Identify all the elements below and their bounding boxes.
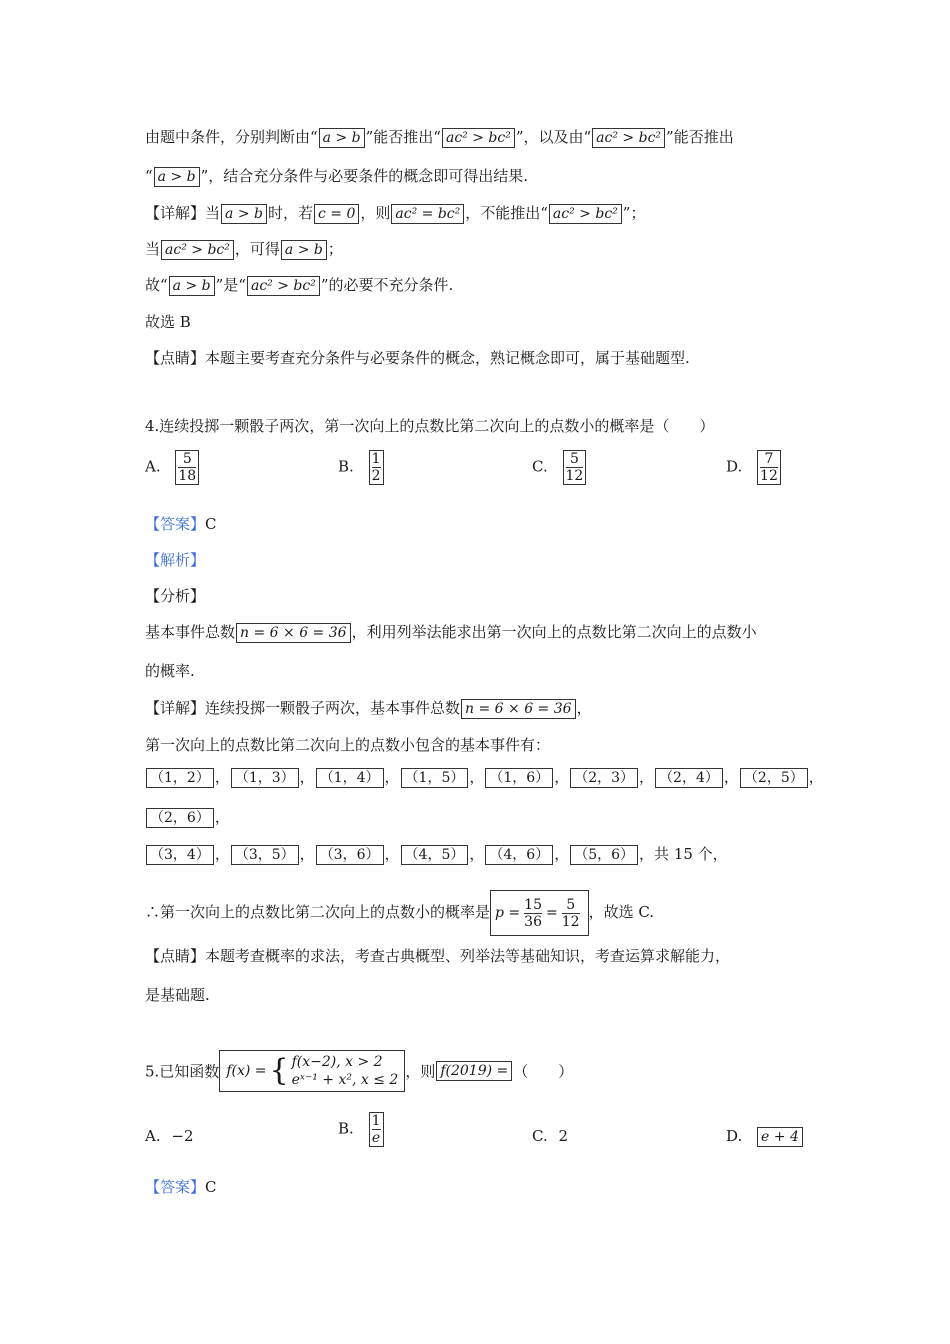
text: ”的必要不充分条件. — [320, 276, 454, 294]
pair: （2，4） — [655, 768, 723, 788]
text: 基本事件总数 — [145, 623, 236, 641]
pair: （4，6） — [485, 845, 553, 865]
fraction — [757, 450, 781, 485]
text: ”； — [622, 204, 646, 222]
s3-line-1 — [145, 126, 734, 148]
s3-dianjing: 【点睛】本题主要考查充分条件与必要条件的概念，熟记概念即可，属于基础题型. — [145, 349, 690, 367]
q4-stem: 4.连续投掷一颗骰子两次，第一次向上的点数比第二次向上的点数小的概率是（ ） — [145, 417, 715, 435]
text: 【详解】当 — [145, 204, 221, 222]
option-value: e + 4 — [757, 1127, 803, 1147]
text: （ ） — [513, 1062, 574, 1081]
text: ”，以及由“ — [515, 128, 592, 146]
q4-pairs-row-3 — [145, 843, 728, 865]
math: ac² > bc² — [247, 276, 320, 296]
numerator: 5 — [182, 451, 192, 467]
q5-stem — [145, 1050, 573, 1092]
fraction — [563, 450, 587, 485]
q4-option-c — [532, 450, 586, 485]
q4-fenxi-line-1 — [145, 621, 757, 643]
pair: （2，5） — [740, 768, 808, 788]
q5-option-d — [726, 1127, 804, 1147]
pair: （3，6） — [316, 845, 384, 865]
fraction — [369, 1112, 384, 1147]
q4-fenxi-line-2: 的概率. — [145, 662, 195, 680]
comma: ， — [384, 845, 400, 863]
pair: （4，5） — [401, 845, 469, 865]
comma: ， — [299, 845, 315, 863]
pair: （1，6） — [485, 768, 553, 788]
pair: （3，4） — [146, 845, 214, 865]
comma: ， — [554, 845, 570, 863]
comma: ， — [723, 768, 739, 786]
cases — [292, 1053, 399, 1089]
option-label: A. — [145, 457, 161, 476]
answer-value: C — [205, 1178, 217, 1196]
option-label: C. — [532, 457, 548, 476]
fx-lhs: f(x) = — [226, 1063, 267, 1079]
option-label: B. — [338, 457, 354, 476]
text: 当 — [145, 240, 161, 258]
pair: （3，5） — [231, 845, 299, 865]
math: n = 6 × 6 = 36 — [236, 623, 351, 643]
math: a > b — [221, 204, 267, 224]
text: 时，若 — [267, 204, 313, 222]
comma: ， — [808, 768, 824, 786]
answer-value: C — [205, 515, 217, 533]
text: ，则 — [405, 1062, 436, 1081]
equals: = — [546, 905, 558, 921]
text: ，不能推出“ — [465, 204, 548, 222]
comma: ， — [214, 768, 230, 786]
comma: ， — [384, 768, 400, 786]
math: ac² > bc² — [161, 240, 234, 260]
denominator: 2 — [371, 468, 381, 484]
math: c = 0 — [314, 204, 359, 224]
comma: ， — [469, 768, 485, 786]
q5-option-b — [338, 1112, 384, 1147]
q4-fenxi-tag: 【分析】 — [145, 587, 206, 605]
comma: ， — [469, 845, 485, 863]
denominator: 12 — [565, 468, 584, 484]
math-a-gt-b: a > b — [319, 128, 365, 148]
q4-pairs-row-2 — [145, 806, 230, 828]
denominator: 12 — [760, 468, 778, 484]
pair: （2，3） — [570, 768, 638, 788]
q4-option-d — [726, 450, 781, 485]
math-f2019: f(2019) = — [436, 1061, 512, 1081]
numerator: 1 — [371, 451, 381, 467]
text: ，故选 C. — [588, 903, 655, 921]
math-a-gt-b: a > b — [154, 167, 200, 187]
comma: ， — [554, 768, 570, 786]
text: ，可得 — [234, 240, 280, 258]
option-label: A. — [145, 1127, 161, 1145]
q4-analysis-tag: 【解析】 — [145, 551, 206, 569]
denominator: 18 — [178, 468, 197, 484]
text: 故“ — [145, 276, 168, 294]
pair: （2，6） — [146, 808, 214, 828]
math-ineq: ac² > bc² — [592, 128, 665, 148]
text: ”能否推出“ — [365, 128, 441, 146]
text: ； — [327, 240, 343, 258]
text: ，共 15 个， — [639, 845, 728, 863]
q5-option-a — [145, 1127, 194, 1145]
pair: （1，5） — [401, 768, 469, 788]
text: 由题中条件，分别判断由“ — [145, 128, 318, 146]
option-value: −2 — [171, 1127, 194, 1145]
text: ∴第一次向上的点数比第二次向上的点数小的概率是 — [145, 903, 491, 921]
pair: （1，4） — [316, 768, 384, 788]
text: 【详解】连续投掷一颗骰子两次，基本事件总数 — [145, 699, 461, 717]
text: 5.已知函数 — [145, 1062, 220, 1081]
denominator: e — [371, 1130, 381, 1146]
denominator: 12 — [561, 913, 580, 930]
option-value: 2 — [558, 1127, 569, 1145]
piecewise-function — [219, 1050, 405, 1092]
math-ineq: ac² > bc² — [442, 128, 515, 148]
comma: ， — [299, 768, 315, 786]
q5-answer — [145, 1176, 217, 1198]
pair: （5，6） — [570, 845, 638, 865]
text: ”能否推出 — [666, 128, 734, 146]
comma: ， — [214, 808, 230, 826]
comma: ， — [639, 768, 655, 786]
probability-formula — [490, 890, 589, 936]
option-label: D. — [726, 457, 743, 476]
q4-xiangjie-line-2: 第一次向上的点数比第二次向上的点数小包含的基本事件有： — [145, 736, 551, 754]
case-2: eˣ⁻¹ + x², x ≤ 2 — [291, 1072, 399, 1088]
q4-answer — [145, 513, 217, 535]
math: a > b — [281, 240, 327, 260]
pair: （1，3） — [231, 768, 299, 788]
option-label: B. — [338, 1119, 354, 1138]
q4-probability-line — [145, 890, 654, 936]
q5-option-c — [532, 1127, 568, 1145]
numerator: 5 — [569, 451, 579, 467]
case-1: f(x−2), x > 2 — [291, 1054, 383, 1070]
q4-option-b — [338, 450, 384, 485]
numerator: 7 — [764, 451, 774, 467]
math: a > b — [169, 276, 215, 296]
numerator: 15 — [524, 896, 542, 913]
s3-line-6: 故选 B — [145, 313, 191, 331]
q4-dianjing-line-2: 是基础题. — [145, 986, 210, 1004]
fraction — [369, 450, 384, 485]
s3-line-2 — [145, 165, 528, 187]
comma: ， — [214, 845, 230, 863]
q4-dianjing-line-1: 【点睛】本题考查概率的求法，考查古典概型、列举法等基础知识，考查运算求解能力， — [145, 947, 731, 965]
text: ， — [576, 699, 592, 717]
option-label: D. — [726, 1127, 743, 1145]
answer-tag: 【答案】 — [145, 515, 206, 533]
numerator: 1 — [371, 1113, 381, 1129]
math: n = 6 × 6 = 36 — [461, 699, 576, 719]
text: “ — [145, 167, 153, 185]
fraction — [522, 897, 544, 930]
s3-line-5 — [145, 274, 453, 296]
text: ，利用列举法能求出第一次向上的点数比第二次向上的点数小 — [351, 623, 757, 641]
text: ”是“ — [215, 276, 246, 294]
brace: { — [269, 1053, 289, 1088]
math: ac² = bc² — [391, 204, 464, 224]
q4-option-a — [145, 450, 199, 485]
text: ，则 — [360, 204, 391, 222]
answer-tag: 【答案】 — [145, 1178, 206, 1196]
fraction — [175, 450, 199, 485]
denominator: 36 — [524, 913, 542, 930]
math: ac² > bc² — [549, 204, 622, 224]
option-label: C. — [532, 1127, 548, 1145]
pair: （1，2） — [146, 768, 214, 788]
q4-xiangjie-line-1 — [145, 697, 592, 719]
text: ”，结合充分条件与必要条件的概念即可得出结果. — [200, 167, 529, 185]
s3-line-4 — [145, 238, 343, 260]
fraction — [560, 897, 582, 930]
s3-line-3 — [145, 202, 645, 224]
q4-pairs-row-1 — [145, 766, 824, 788]
numerator: 5 — [566, 896, 576, 913]
p-lhs: p = — [495, 905, 521, 921]
